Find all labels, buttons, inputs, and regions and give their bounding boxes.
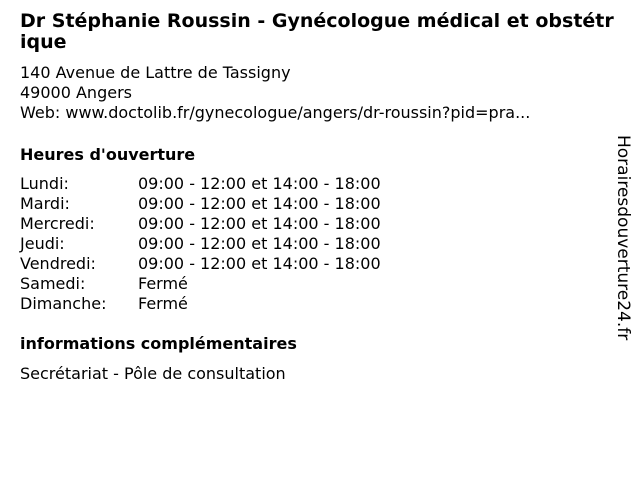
- hours-value: 09:00 - 12:00 et 14:00 - 18:00: [138, 234, 381, 253]
- day-label: Dimanche:: [20, 294, 107, 313]
- hours-value: Fermé: [138, 274, 188, 293]
- info-text: Secrétariat - Pôle de consultation: [20, 364, 286, 383]
- day-label: Lundi:: [20, 174, 69, 193]
- hours-value: 09:00 - 12:00 et 14:00 - 18:00: [138, 174, 381, 193]
- business-card: [20, 11, 616, 384]
- hours-row: [20, 174, 616, 194]
- day-label: Vendredi:: [20, 254, 96, 273]
- address-street: 140 Avenue de Lattre de Tassigny: [20, 63, 291, 82]
- hours-row: [20, 254, 616, 274]
- hours-value: 09:00 - 12:00 et 14:00 - 18:00: [138, 194, 381, 213]
- business-title: Dr Stéphanie Roussin - Gynécologue médical et obstétrique: [20, 10, 614, 53]
- day-label: Mercredi:: [20, 214, 95, 233]
- hours-row: [20, 194, 616, 214]
- address-block: [20, 63, 616, 123]
- hours-table: [20, 174, 616, 314]
- day-label: Samedi:: [20, 274, 86, 293]
- hours-value: Fermé: [138, 294, 188, 313]
- day-label: Mardi:: [20, 194, 70, 213]
- hours-value: 09:00 - 12:00 et 14:00 - 18:00: [138, 254, 381, 273]
- website-prefix: Web:: [20, 103, 66, 122]
- hours-row: [20, 294, 616, 314]
- site-watermark: Horairesdouverture24.fr: [613, 135, 633, 341]
- hours-row: [20, 234, 616, 254]
- info-heading: informations complémentaires: [20, 334, 297, 353]
- website-line: [20, 103, 616, 123]
- day-label: Jeudi:: [20, 234, 65, 253]
- address-city: 49000 Angers: [20, 83, 132, 102]
- website-link[interactable]: www.doctolib.fr/gynecologue/angers/dr-roussin?pid=pra...: [65, 103, 531, 122]
- hours-row: [20, 214, 616, 234]
- hours-value: 09:00 - 12:00 et 14:00 - 18:00: [138, 214, 381, 233]
- hours-row: [20, 274, 616, 294]
- hours-heading: Heures d'ouverture: [20, 145, 196, 164]
